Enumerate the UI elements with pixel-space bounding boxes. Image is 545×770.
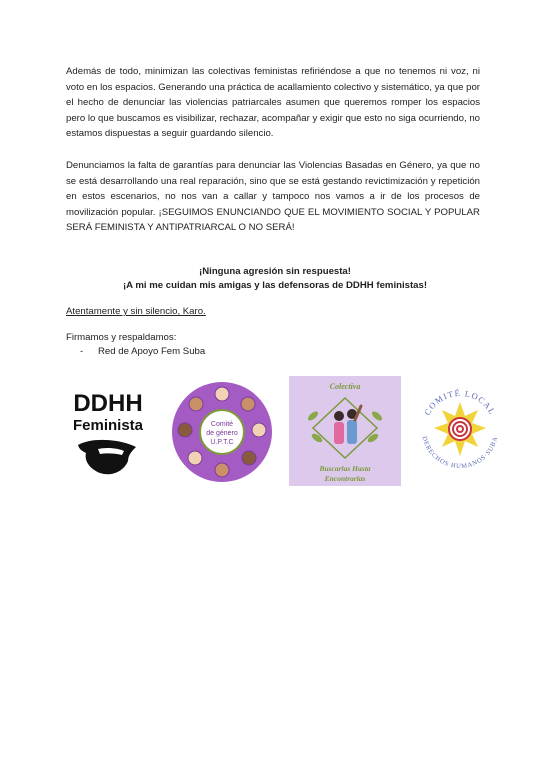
signatory-name: Red de Apoyo Fem Suba — [98, 346, 206, 357]
signatory-item — [80, 345, 205, 359]
logo-text: Encontrarlas — [324, 474, 366, 483]
logo-text: Feminista — [72, 417, 144, 434]
signature: Atentamente y sin silencio, Karo. — [66, 306, 206, 317]
women-figures-icon — [334, 406, 361, 444]
leaf-icon — [306, 410, 383, 444]
ddhh-feminista-logo — [62, 385, 154, 485]
headscarf-icon — [78, 440, 136, 474]
body-paragraph: Denunciamos la falta de garantías para denunciar las Violencias Basadas en Género, ya que no se está desarrollando una real reparación, sino que se está gestando revictimización y repetición en estos escenarios, no nos van a callar y tampoco nos vamos a ir de los procesos de movilización popular. ¡SEGUIMOS ENUNCIANDO QUE EL MOVIMIENTO SOCIAL Y POPULAR SERÁ FEMINISTA Y ANTIPATRIARCAL O NO SERÁ! — [66, 160, 480, 234]
signatories-intro: Firmamos y respaldamos: — [66, 332, 177, 343]
body-paragraph: Además de todo, minimizan las colectivas feministas refiriéndose a que no tenemos ni voz, ni voto en los espacios. Generando una práctica de acallamiento colectivo y sistemático, ya que por el hecho de denunciar las violencias patriarcales asumen que queremos romper los espacios pero lo que buscamos es visibilizar, rechazar, acompañar y exigir que esto no siga ocurriendo, no estamos dispuestas a seguir guardando silencio. — [66, 66, 480, 140]
logo-text: U.P.T.C — [210, 439, 234, 446]
comite-genero-uptc-logo — [170, 380, 274, 484]
logo-text: COMITÉ LOCAL — [422, 387, 498, 417]
rose-icon — [449, 418, 471, 440]
logo-text: Colectiva — [329, 382, 361, 391]
logo-text: de género — [206, 430, 238, 437]
logo-text: Comité — [210, 421, 234, 428]
frame-icon — [313, 398, 377, 458]
logo-text: DERECHOS HUMANOS·SUBA — [420, 435, 500, 471]
headline: ¡Ninguna agresión sin respuesta! — [199, 266, 351, 277]
headline: ¡A mi me cuidan mis amigas y las defensoras de DDHH feministas! — [122, 280, 428, 291]
list-dash: - — [80, 346, 84, 357]
comite-local-ddhh-suba-logo — [412, 380, 508, 480]
colectiva-buscarlas-logo — [289, 376, 401, 486]
logo-text: DDHH — [73, 390, 143, 417]
logo-text: Buscarlas Hasta — [319, 464, 371, 473]
